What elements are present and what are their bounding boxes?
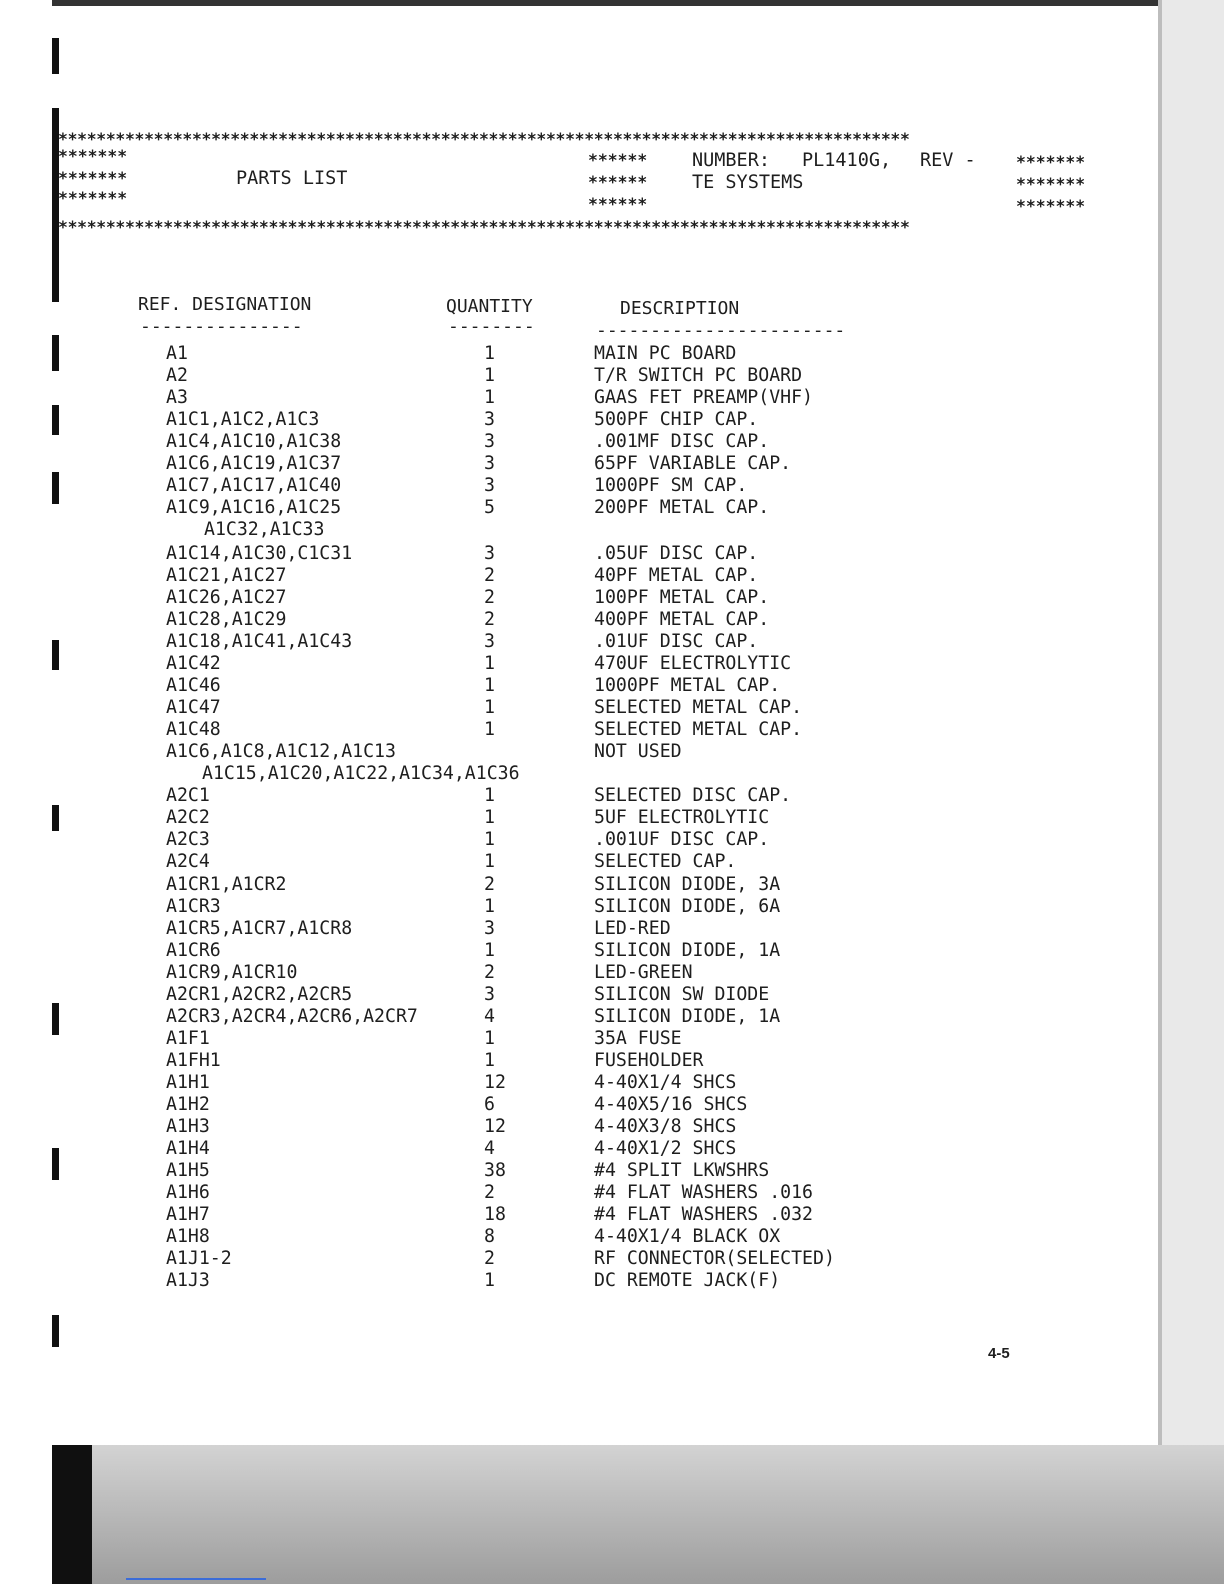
ref-designation: A1C26,A1C27 xyxy=(166,587,287,608)
table-row xyxy=(0,984,1224,1006)
table-row xyxy=(0,475,1224,497)
quantity: 1 xyxy=(484,719,495,740)
ref-designation: A1 xyxy=(166,343,188,364)
table-row xyxy=(0,675,1224,697)
description: 1000PF SM CAP. xyxy=(594,475,748,496)
table-row xyxy=(0,609,1224,631)
description: SILICON DIODE, 6A xyxy=(594,896,781,917)
table-row xyxy=(0,785,1224,807)
description: 40PF METAL CAP. xyxy=(594,565,759,586)
description: 400PF METAL CAP. xyxy=(594,609,770,630)
ref-designation: A1H2 xyxy=(166,1094,210,1115)
table-row xyxy=(0,1204,1224,1226)
description: SILICON DIODE, 3A xyxy=(594,874,781,895)
description: SILICON DIODE, 1A xyxy=(594,940,781,961)
header-stars-right: ******* xyxy=(1016,197,1086,216)
ref-designation: A2CR1,A2CR2,A2CR5 xyxy=(166,984,353,1005)
description: RF CONNECTOR(SELECTED) xyxy=(594,1248,835,1269)
column-header-description: DESCRIPTION xyxy=(620,298,740,319)
header-border-top: ***************************************************************************************** xyxy=(58,130,910,149)
quantity: 18 xyxy=(484,1204,506,1225)
quantity: 3 xyxy=(484,431,495,452)
header-stars-mid: ****** xyxy=(588,151,648,170)
quantity: 2 xyxy=(484,1182,495,1203)
table-row xyxy=(0,653,1224,675)
table-row xyxy=(0,365,1224,387)
table-row xyxy=(0,1160,1224,1182)
quantity: 1 xyxy=(484,387,495,408)
description: #4 FLAT WASHERS .016 xyxy=(594,1182,813,1203)
ref-designation: A1J3 xyxy=(166,1270,210,1291)
ref-designation: A1H6 xyxy=(166,1182,210,1203)
description: 4-40X1/4 BLACK OX xyxy=(594,1226,781,1247)
header-stars-right: ******* xyxy=(1016,175,1086,194)
revision-label: REV - xyxy=(920,150,976,171)
quantity: 4 xyxy=(484,1138,495,1159)
ref-designation: A1H8 xyxy=(166,1226,210,1247)
table-row xyxy=(0,697,1224,719)
header-stars-mid: ****** xyxy=(588,173,648,192)
page-title: PARTS LIST xyxy=(236,168,348,189)
quantity: 12 xyxy=(484,1072,506,1093)
description: NOT USED xyxy=(594,741,682,762)
description: SELECTED METAL CAP. xyxy=(594,697,803,718)
top-edge-rule xyxy=(52,0,1162,6)
quantity: 3 xyxy=(484,631,495,652)
ref-designation: A1C21,A1C27 xyxy=(166,565,287,586)
table-row xyxy=(0,851,1224,873)
quantity: 1 xyxy=(484,940,495,961)
quantity: 1 xyxy=(484,653,495,674)
ref-designation: A2CR3,A2CR4,A2CR6,A2CR7 xyxy=(166,1006,418,1027)
ref-designation: A1CR6 xyxy=(166,940,221,961)
quantity: 4 xyxy=(484,1006,495,1027)
table-row xyxy=(0,631,1224,653)
table-row-continuation xyxy=(0,519,1224,541)
description: SELECTED CAP. xyxy=(594,851,737,872)
table-row xyxy=(0,343,1224,365)
page-number: 4-5 xyxy=(988,1345,1010,1362)
description: 65PF VARIABLE CAP. xyxy=(594,453,792,474)
table-row-continuation xyxy=(0,763,1224,785)
quantity: 2 xyxy=(484,1248,495,1269)
description: T/R SWITCH PC BOARD xyxy=(594,365,803,386)
description: LED-RED xyxy=(594,918,671,939)
ref-designation: A1H7 xyxy=(166,1204,210,1225)
description: SELECTED DISC CAP. xyxy=(594,785,792,806)
ref-designation: A2C4 xyxy=(166,851,210,872)
table-row xyxy=(0,453,1224,475)
document-number: PL1410G, xyxy=(802,150,892,171)
ref-designation: A1C18,A1C41,A1C43 xyxy=(166,631,353,652)
table-row xyxy=(0,431,1224,453)
number-label: NUMBER: xyxy=(692,150,770,171)
ref-designation: A1H1 xyxy=(166,1072,210,1093)
scan-bottom-shadow xyxy=(52,1445,1224,1584)
table-row xyxy=(0,1138,1224,1160)
table-row xyxy=(0,497,1224,519)
scan-corner-shadow xyxy=(52,1445,92,1584)
ref-designation: A1CR5,A1CR7,A1CR8 xyxy=(166,918,353,939)
description: 100PF METAL CAP. xyxy=(594,587,770,608)
quantity: 1 xyxy=(484,1028,495,1049)
description: .05UF DISC CAP. xyxy=(594,543,759,564)
table-row xyxy=(0,918,1224,940)
description: 500PF CHIP CAP. xyxy=(594,409,759,430)
quantity: 1 xyxy=(484,829,495,850)
quantity: 3 xyxy=(484,475,495,496)
table-row xyxy=(0,1226,1224,1248)
header-stars-right: ******* xyxy=(1016,153,1086,172)
description: 4-40X1/4 SHCS xyxy=(594,1072,737,1093)
description: 4-40X1/2 SHCS xyxy=(594,1138,737,1159)
ref-designation: A1H3 xyxy=(166,1116,210,1137)
description: .01UF DISC CAP. xyxy=(594,631,759,652)
quantity: 6 xyxy=(484,1094,495,1115)
table-row xyxy=(0,587,1224,609)
ref-designation: A1C1,A1C2,A1C3 xyxy=(166,409,320,430)
column-rule-quantity: -------- xyxy=(448,316,535,337)
table-row xyxy=(0,387,1224,409)
table-row xyxy=(0,719,1224,741)
description: 4-40X3/8 SHCS xyxy=(594,1116,737,1137)
quantity: 5 xyxy=(484,497,495,518)
header-border-bottom: ***************************************************************************************** xyxy=(58,218,910,237)
ref-designation: A1CR1,A1CR2 xyxy=(166,874,287,895)
ref-designation: A2C2 xyxy=(166,807,210,828)
table-row xyxy=(0,565,1224,587)
description: #4 FLAT WASHERS .032 xyxy=(594,1204,813,1225)
ref-designation: A3 xyxy=(166,387,188,408)
ref-designation: A1CR9,A1CR10 xyxy=(166,962,298,983)
description: 1000PF METAL CAP. xyxy=(594,675,781,696)
table-row xyxy=(0,1072,1224,1094)
quantity: 1 xyxy=(484,365,495,386)
description: SELECTED METAL CAP. xyxy=(594,719,803,740)
table-row xyxy=(0,409,1224,431)
company-name: TE SYSTEMS xyxy=(692,172,804,193)
quantity: 2 xyxy=(484,587,495,608)
description: GAAS FET PREAMP(VHF) xyxy=(594,387,813,408)
quantity: 1 xyxy=(484,697,495,718)
description: LED-GREEN xyxy=(594,962,693,983)
description: 4-40X5/16 SHCS xyxy=(594,1094,748,1115)
ref-designation: A1H5 xyxy=(166,1160,210,1181)
quantity: 2 xyxy=(484,962,495,983)
table-row xyxy=(0,543,1224,565)
ref-designation: A2 xyxy=(166,365,188,386)
description: 5UF ELECTROLYTIC xyxy=(594,807,770,828)
ref-designation: A1C47 xyxy=(166,697,221,718)
quantity: 8 xyxy=(484,1226,495,1247)
ref-designation: A1H4 xyxy=(166,1138,210,1159)
column-header-ref: REF. DESIGNATION xyxy=(138,294,312,315)
table-row xyxy=(0,1270,1224,1292)
ref-designation: A1FH1 xyxy=(166,1050,221,1071)
ref-designation: A1J1-2 xyxy=(166,1248,232,1269)
table-row xyxy=(0,896,1224,918)
ref-designation: A2C1 xyxy=(166,785,210,806)
quantity: 1 xyxy=(484,1270,495,1291)
ref-designation: A1C28,A1C29 xyxy=(166,609,287,630)
quantity: 3 xyxy=(484,984,495,1005)
table-row xyxy=(0,874,1224,896)
header-stars-left: ******* xyxy=(58,147,128,166)
quantity: 1 xyxy=(484,851,495,872)
column-header-quantity: QUANTITY xyxy=(446,296,533,317)
table-row xyxy=(0,741,1224,763)
ref-designation: A1C9,A1C16,A1C25 xyxy=(166,497,342,518)
column-rule-ref: --------------- xyxy=(140,316,303,337)
ref-designation-continued: A1C15,A1C20,A1C22,A1C34,A1C36 xyxy=(202,763,520,784)
description: #4 SPLIT LKWSHRS xyxy=(594,1160,770,1181)
quantity: 3 xyxy=(484,918,495,939)
quantity: 3 xyxy=(484,543,495,564)
ref-designation-continued: A1C32,A1C33 xyxy=(204,519,325,540)
table-row xyxy=(0,940,1224,962)
quantity: 38 xyxy=(484,1160,506,1181)
ref-designation: A1C6,A1C8,A1C12,A1C13 xyxy=(166,741,396,762)
description: 35A FUSE xyxy=(594,1028,682,1049)
ref-designation: A1CR3 xyxy=(166,896,221,917)
description: DC REMOTE JACK(F) xyxy=(594,1270,781,1291)
quantity: 1 xyxy=(484,785,495,806)
quantity: 1 xyxy=(484,343,495,364)
table-row xyxy=(0,1182,1224,1204)
quantity: 2 xyxy=(484,565,495,586)
quantity: 2 xyxy=(484,609,495,630)
table-row xyxy=(0,829,1224,851)
quantity: 1 xyxy=(484,896,495,917)
edge-mark xyxy=(52,1315,59,1347)
quantity: 1 xyxy=(484,1050,495,1071)
table-row xyxy=(0,1094,1224,1116)
description: .001MF DISC CAP. xyxy=(594,431,770,452)
header-stars-left: ******* xyxy=(58,189,128,208)
header-stars-mid: ****** xyxy=(588,195,648,214)
edge-mark xyxy=(52,38,59,74)
ref-designation: A1F1 xyxy=(166,1028,210,1049)
edge-mark xyxy=(52,258,59,302)
description: MAIN PC BOARD xyxy=(594,343,737,364)
table-row xyxy=(0,1248,1224,1270)
description: SILICON SW DIODE xyxy=(594,984,770,1005)
ref-designation: A1C6,A1C19,A1C37 xyxy=(166,453,342,474)
ref-designation: A1C7,A1C17,A1C40 xyxy=(166,475,342,496)
ref-designation: A1C46 xyxy=(166,675,221,696)
description: .001UF DISC CAP. xyxy=(594,829,770,850)
quantity: 3 xyxy=(484,409,495,430)
description: FUSEHOLDER xyxy=(594,1050,704,1071)
ref-designation: A2C3 xyxy=(166,829,210,850)
scan-artifact-line xyxy=(126,1578,266,1580)
table-row xyxy=(0,1050,1224,1072)
table-row xyxy=(0,807,1224,829)
table-row xyxy=(0,1028,1224,1050)
description: 470UF ELECTROLYTIC xyxy=(594,653,792,674)
ref-designation: A1C42 xyxy=(166,653,221,674)
table-row xyxy=(0,962,1224,984)
ref-designation: A1C48 xyxy=(166,719,221,740)
ref-designation: A1C4,A1C10,A1C38 xyxy=(166,431,342,452)
table-row xyxy=(0,1116,1224,1138)
column-rule-description: ----------------------- xyxy=(596,320,846,341)
quantity: 12 xyxy=(484,1116,506,1137)
quantity: 1 xyxy=(484,807,495,828)
ref-designation: A1C14,A1C30,C1C31 xyxy=(166,543,353,564)
quantity: 2 xyxy=(484,874,495,895)
quantity: 1 xyxy=(484,675,495,696)
description: SILICON DIODE, 1A xyxy=(594,1006,781,1027)
description: 200PF METAL CAP. xyxy=(594,497,770,518)
quantity: 3 xyxy=(484,453,495,474)
table-row xyxy=(0,1006,1224,1028)
header-stars-left: ******* xyxy=(58,169,128,188)
